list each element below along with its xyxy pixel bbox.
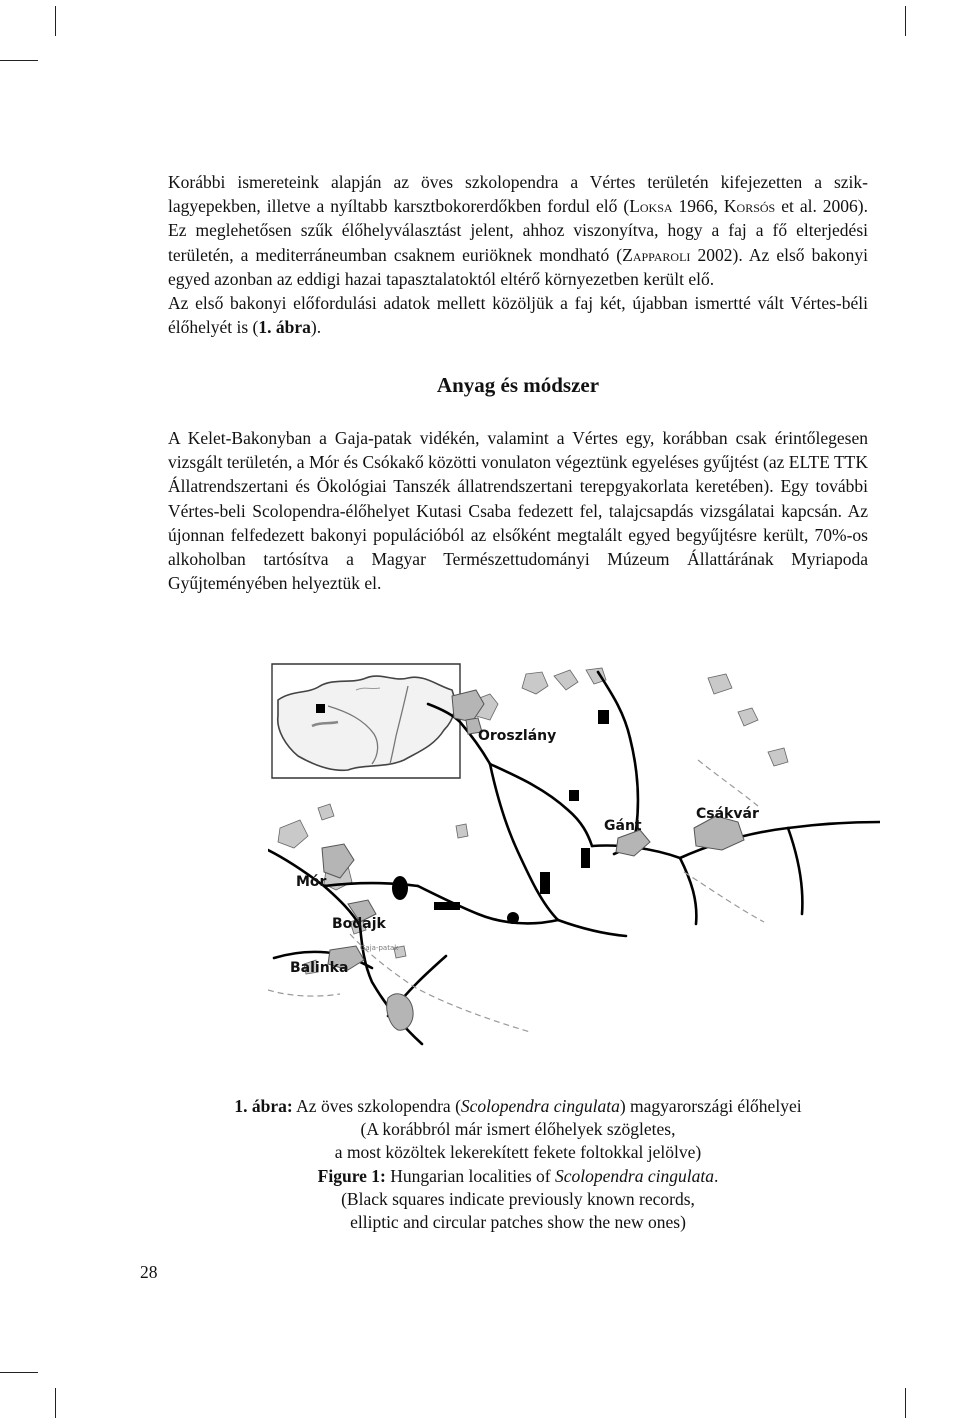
crop-mark xyxy=(905,1388,906,1418)
figure-caption xyxy=(168,1095,868,1234)
forest-patch xyxy=(456,824,468,838)
known-record-square xyxy=(569,790,579,801)
intro-text xyxy=(168,170,868,339)
label-bodajk: Bodajk xyxy=(332,916,386,932)
citation-author: Korsós xyxy=(723,196,776,217)
citation-author: Zapparoli xyxy=(622,244,691,265)
caption-label: Figure 1: xyxy=(317,1165,386,1186)
text-run: 2002). Az első bakonyi egyed azonban az eddigi hazai tapasztalatoktól eltérő környezetben került elő. xyxy=(168,244,868,289)
new-record-circle xyxy=(507,912,519,924)
text-run: Hungarian localities of xyxy=(385,1165,556,1186)
caption-hu-line-3: a most közöltek lekerekített fekete foltokkal jelölve) xyxy=(334,1142,702,1163)
intro-paragraph-1 xyxy=(168,170,868,291)
intro-paragraph-2 xyxy=(168,291,868,339)
caption-label: 1. ábra: xyxy=(234,1096,293,1116)
text-run: ) magyarországi élőhelyei xyxy=(619,1096,802,1116)
methods-text xyxy=(168,426,868,595)
hungary-inset xyxy=(272,664,460,778)
study-area-marker xyxy=(316,704,325,713)
new-record-ellipse xyxy=(392,876,408,900)
caption-en-line-2: (Black squares indicate previously known records, xyxy=(341,1188,695,1209)
methods-paragraph: A Kelet-Bakonyban a Gaja-patak vidékén, valamint a Vértes egy, korábban csak érintőlegesen vizsgált területén, a Mór és Csókakő közötti vonulaton végeztünk egyeléses gyűjtést (az ELTE TTK Állatrendszertani és Ökológiai Tanszék állatrendszertani terepgyakorlata keretében). Egy további Vértes-beli Scolopendra-élőhelyet Kutasi Csaba fedezett fel, talajcsapdás vizsgálatai kapcsán. Az újonnan felfedezett bakonyi populációból az elsőként megtalált egyed begyűjtésre került, 70%-os alkoholban tartósítva a Magyar Természettudományi Múzeum Állattárának Myriapoda Gyűjteményében helyeztük el. xyxy=(168,428,868,594)
known-record-square xyxy=(434,902,460,910)
label-gant: Gánt xyxy=(604,818,642,834)
text-run: Az első bakonyi előfordulási adatok mellett közöljük a faj két, újabban ismertté vált Vértes-béli élőhelyét is ( xyxy=(168,293,868,338)
species-name: Scolopendra cingulata xyxy=(555,1165,714,1186)
known-record-square xyxy=(581,848,590,868)
label-csakvar: Csákvár xyxy=(696,806,759,822)
text-run: ). xyxy=(310,317,322,338)
figure-reference: 1. ábra xyxy=(258,317,311,338)
citation-author: Loksa xyxy=(629,196,673,217)
page-number: 28 xyxy=(140,1262,158,1282)
known-record-square xyxy=(598,710,609,724)
species-name: Scolopendra cingulata xyxy=(460,1096,620,1116)
label-mor: Mór xyxy=(296,874,327,890)
text-run: . xyxy=(713,1165,719,1186)
locality-map xyxy=(268,660,880,1072)
label-oroszlany: Oroszlány xyxy=(478,728,557,744)
label-balinka: Balinka xyxy=(290,960,349,976)
text-run: 1966, xyxy=(672,196,724,217)
caption-en-line-1 xyxy=(168,1165,868,1188)
caption-en-line-3: elliptic and circular patches show the new ones) xyxy=(350,1212,686,1233)
crop-mark xyxy=(905,6,906,36)
crop-mark xyxy=(55,1388,56,1418)
known-record-square xyxy=(540,872,550,894)
crop-mark xyxy=(55,6,56,36)
text-run: Korábbi ismereteink alapján az öves szkolopendra a Vértes területén kifejezetten a sziklagyepekben, illetve a nyíltabb karsztbokorerdőkben fordul elő ( xyxy=(168,172,868,217)
crop-mark xyxy=(0,60,38,61)
caption-hu-line-2: (A korábbról már ismert élőhelyek szögletes, xyxy=(360,1119,676,1140)
text-run: Az öves szkolopendra ( xyxy=(292,1096,461,1116)
caption-hu-line-1 xyxy=(168,1095,868,1118)
text-run: et al. 2006). Ez meglehetősen szűk élőhelyválasztást jelent, ahhoz viszonyítva, hogy a faj a fő elterjedési területén, a mediterráneumban csaknem euriöknek mondható ( xyxy=(168,196,869,265)
label-gaja-patak: Gaja-patak xyxy=(360,944,399,952)
section-title: Anyag és módszer xyxy=(436,373,600,397)
crop-mark xyxy=(0,1372,38,1373)
